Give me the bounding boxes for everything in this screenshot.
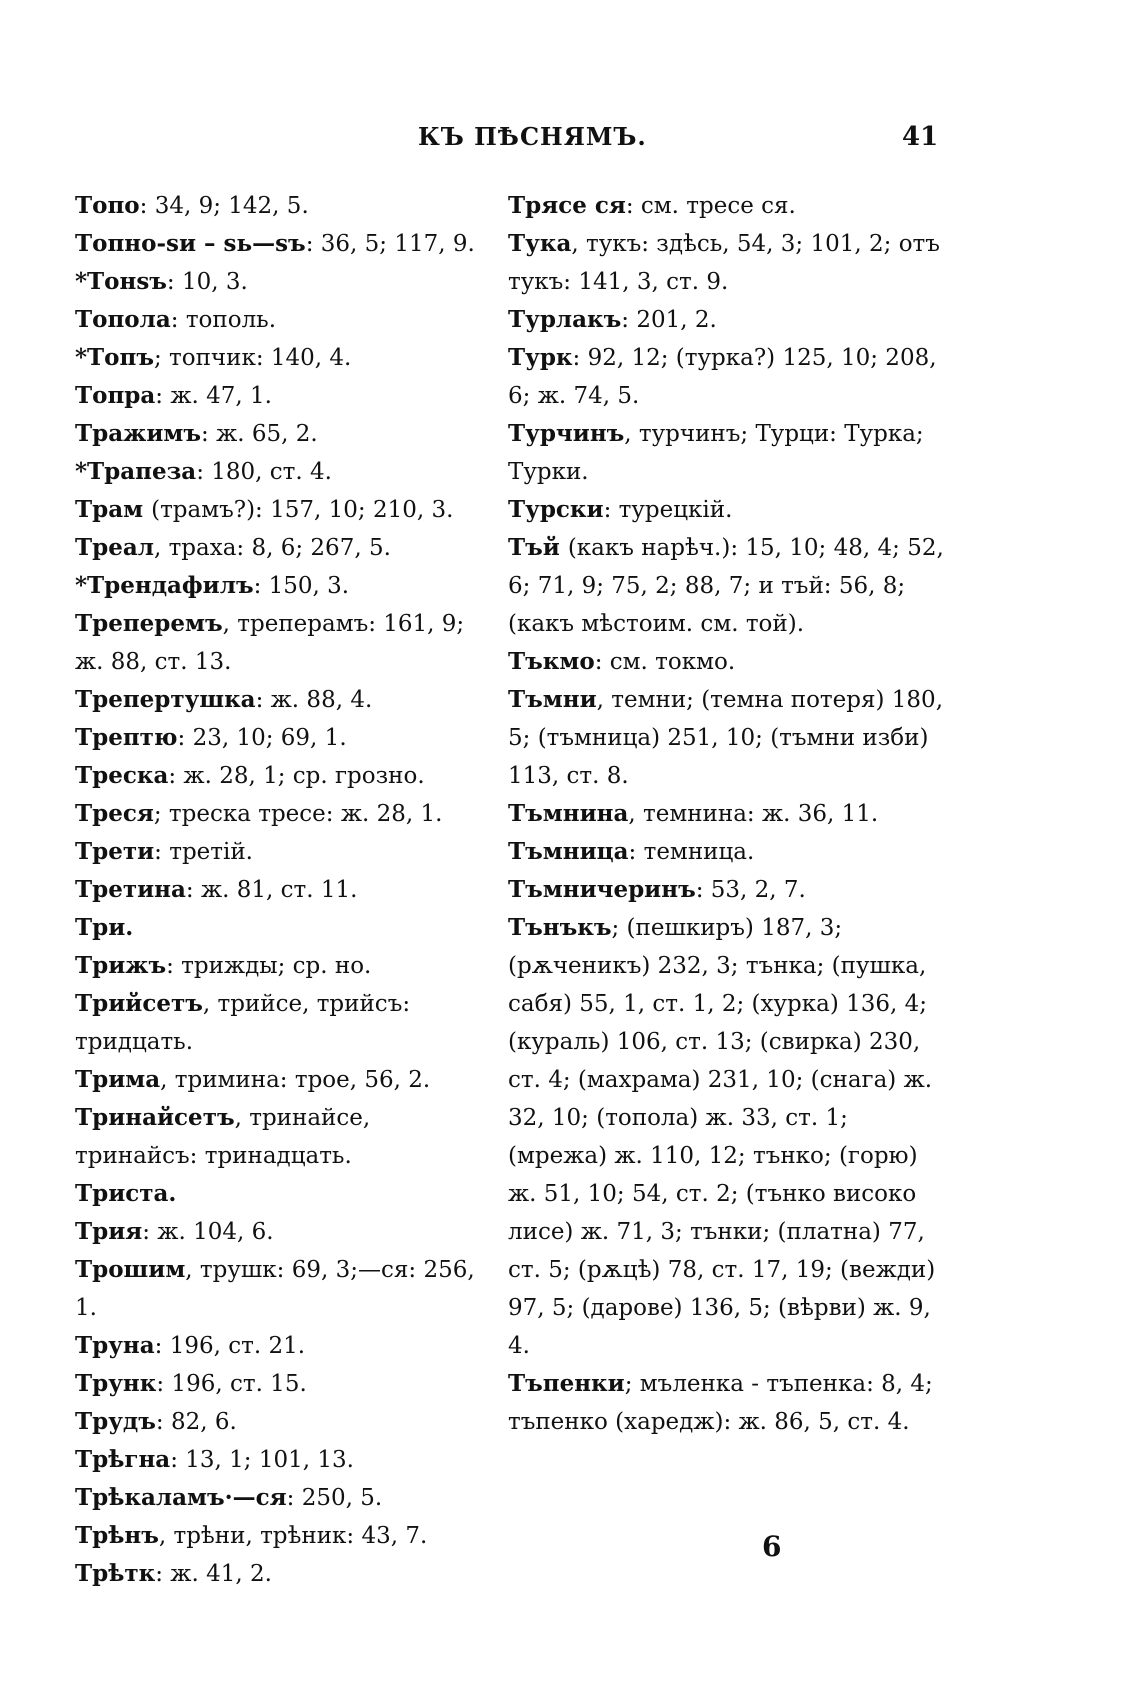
left-column bbox=[75, 187, 490, 1593]
headword: Тринайсетъ bbox=[75, 1104, 235, 1131]
index-entry: Топно-ѕи – ѕь—ѕъ: 36, 5; 117, 9. bbox=[75, 230, 475, 257]
index-entry: Треал, траха: 8, 6; 267, 5. bbox=[75, 534, 391, 561]
headword: Три. bbox=[75, 914, 134, 941]
headword: Турлакъ bbox=[508, 306, 622, 333]
index-entry: Трия: ж. 104, 6. bbox=[75, 1218, 274, 1245]
index-entry: Тука, тукъ: здѣсь, 54, 3; 101, 2; отъ тукъ: 141, 3, ст. 9. bbox=[508, 230, 940, 295]
headword: Тъмнина bbox=[508, 800, 629, 827]
headword: *Топъ bbox=[75, 344, 154, 371]
index-entry: Топо: 34, 9; 142, 5. bbox=[75, 192, 309, 219]
index-entry: Тринайсетъ, тринайсе, тринайсъ: тринадцать. bbox=[75, 1104, 371, 1169]
index-entry: Турчинъ, турчинъ; Турци: Турка; Турки. bbox=[508, 420, 924, 485]
index-entry: Тъмни, темни; (темна потеря) 180, 5; (тъмница) 251, 10; (тъмни изби) 113, ст. 8. bbox=[508, 686, 943, 789]
headword: Трунк bbox=[75, 1370, 157, 1397]
headword: Тражимъ bbox=[75, 420, 202, 447]
index-entry bbox=[75, 909, 490, 947]
index-entry: Турлакъ: 201, 2. bbox=[508, 306, 717, 333]
index-entry: Трепертушка: ж. 88, 4. bbox=[75, 686, 373, 713]
running-title: КЪ ПѢСНЯМЪ. bbox=[418, 122, 647, 151]
headword: *Тонѕъ bbox=[75, 268, 167, 295]
headword: Треал bbox=[75, 534, 154, 561]
headword: Турски bbox=[508, 496, 604, 523]
headword: Треперемъ bbox=[75, 610, 223, 637]
index-entry: Тъй (какъ нарѣч.): 15, 10; 48, 4; 52, 6; 71, 9; 75, 2; 88, 7; и тъй: 56, 8; (какъ мѣстоим. см. той). bbox=[508, 534, 944, 637]
index-entry: *Топъ; топчик: 140, 4. bbox=[75, 344, 352, 371]
headword: Трудъ bbox=[75, 1408, 156, 1435]
index-entry: Трептю: 23, 10; 69, 1. bbox=[75, 724, 347, 751]
headword: Трима bbox=[75, 1066, 161, 1093]
index-entry: Трам (трамъ?): 157, 10; 210, 3. bbox=[75, 496, 454, 523]
headword: *Трендафилъ bbox=[75, 572, 254, 599]
headword: Триста. bbox=[75, 1180, 177, 1207]
index-entry: Трѣгна: 13, 1; 101, 13. bbox=[75, 1446, 354, 1473]
headword: Трептю bbox=[75, 724, 178, 751]
headword: Топо bbox=[75, 192, 140, 219]
index-entry: Трудъ: 82, 6. bbox=[75, 1408, 237, 1435]
index-entry: *Трендафилъ: 150, 3. bbox=[75, 572, 350, 599]
headword: Трети bbox=[75, 838, 155, 865]
headword: Третина bbox=[75, 876, 186, 903]
headword: Тъй bbox=[508, 534, 568, 561]
headword: Трѣгна bbox=[75, 1446, 171, 1473]
index-entry: Турк: 92, 12; (турка?) 125, 10; 208, 6; ж. 74, 5. bbox=[508, 344, 937, 409]
headword: Тука bbox=[508, 230, 572, 257]
headword: Трѣкаламъ·—ся bbox=[75, 1484, 287, 1511]
signature-mark: 6 bbox=[762, 1530, 782, 1563]
index-entry: Тъмница: темница. bbox=[508, 838, 755, 865]
index-entry: Трясе ся: см. тресе ся. bbox=[508, 192, 796, 219]
headword: Трия bbox=[75, 1218, 143, 1245]
index-entry: Тъмнина, темнина: ж. 36, 11. bbox=[508, 800, 879, 827]
index-entry: Трижъ: трижды; ср. но. bbox=[75, 952, 372, 979]
right-column bbox=[508, 187, 948, 1441]
headword: *Трапеза bbox=[75, 458, 197, 485]
page-number: 41 bbox=[902, 122, 939, 152]
headword: Турчинъ bbox=[508, 420, 625, 447]
index-entry: Тъкмо: см. токмо. bbox=[508, 648, 736, 675]
headword: Топола bbox=[75, 306, 171, 333]
headword: Треся bbox=[75, 800, 154, 827]
headword: Трошим bbox=[75, 1256, 186, 1283]
index-entry: Тънъкъ; (пешкиръ) 187, 3; (рѫченикъ) 232, 3; тънка; (пушка, сабя) 55, 1, ст. 1, 2; (хурка) 136, 4; (кураль) 106, ст. 13; (свирка) 230, ст. 4; (махрама) 231, 10; (снага) ж. 32, 10; (топола) ж. 33, ст. 1; (мрежа) ж. 110, 12; тънко; (горю) ж. 51, 10; 54, ст. 2; (тънко високо лисе) ж. 71, 3; тънки; (платна) 77, ст. 5; (рѫцѣ) 78, ст. 17, 19; (вежди) 97, 5; (дарове) 136, 5; (вѣрви) ж. 9, 4. bbox=[508, 914, 936, 1359]
index-entry: Топола: тополь. bbox=[75, 306, 277, 333]
headword: Тъмница bbox=[508, 838, 629, 865]
headword: Трийсетъ bbox=[75, 990, 203, 1017]
headword: Тъкмо bbox=[508, 648, 595, 675]
index-entry: Тражимъ: ж. 65, 2. bbox=[75, 420, 318, 447]
headword: Топно-ѕи – ѕь—ѕъ bbox=[75, 230, 306, 257]
headword: Топра bbox=[75, 382, 156, 409]
headword: Турк bbox=[508, 344, 573, 371]
index-entry: Треперемъ, треперамъ: 161, 9; ж. 88, ст. 13. bbox=[75, 610, 465, 675]
index-entry: Топра: ж. 47, 1. bbox=[75, 382, 272, 409]
headword: Труна bbox=[75, 1332, 155, 1359]
index-entry: Трѣнъ, трѣни, трѣник: 43, 7. bbox=[75, 1522, 428, 1549]
index-entry: Тъмничеринъ: 53, 2, 7. bbox=[508, 876, 806, 903]
index-entry: Труна: 196, ст. 21. bbox=[75, 1332, 306, 1359]
page-header bbox=[0, 122, 1140, 162]
headword: Треска bbox=[75, 762, 169, 789]
index-entry bbox=[75, 1175, 490, 1213]
index-entry: *Тонѕъ: 10, 3. bbox=[75, 268, 248, 295]
index-entry: Тъпенки; мъленка - тъпенка: 8, 4; тъпенко (харедж): ж. 86, 5, ст. 4. bbox=[508, 1370, 933, 1435]
index-entry: Третина: ж. 81, ст. 11. bbox=[75, 876, 358, 903]
index-entry: Турски: турецкій. bbox=[508, 496, 733, 523]
headword: Тъмни bbox=[508, 686, 597, 713]
headword: Тъмничеринъ bbox=[508, 876, 696, 903]
headword: Трепертушка bbox=[75, 686, 256, 713]
headword: Трѣтк bbox=[75, 1560, 156, 1587]
headword: Тънъкъ bbox=[508, 914, 612, 941]
index-entry: Трунк: 196, ст. 15. bbox=[75, 1370, 307, 1397]
index-entry: Трѣкаламъ·—ся: 250, 5. bbox=[75, 1484, 383, 1511]
index-entry: Трийсетъ, трийсе, трийсъ: тридцать. bbox=[75, 990, 411, 1055]
index-entry: Трети: третій. bbox=[75, 838, 253, 865]
headword: Трясе ся bbox=[508, 192, 626, 219]
index-entry: Треска: ж. 28, 1; ср. грозно. bbox=[75, 762, 425, 789]
index-entry: Трѣтк: ж. 41, 2. bbox=[75, 1560, 272, 1587]
headword: Трижъ bbox=[75, 952, 167, 979]
headword: Трам bbox=[75, 496, 152, 523]
index-entry: Треся; треска тресе: ж. 28, 1. bbox=[75, 800, 443, 827]
headword: Тъпенки bbox=[508, 1370, 625, 1397]
index-entry: Трошим, трушк: 69, 3;—ся: 256, 1. bbox=[75, 1256, 475, 1321]
index-entry: *Трапеза: 180, ст. 4. bbox=[75, 458, 332, 485]
headword: Трѣнъ bbox=[75, 1522, 159, 1549]
index-entry: Трима, тримина: трое, 56, 2. bbox=[75, 1066, 431, 1093]
